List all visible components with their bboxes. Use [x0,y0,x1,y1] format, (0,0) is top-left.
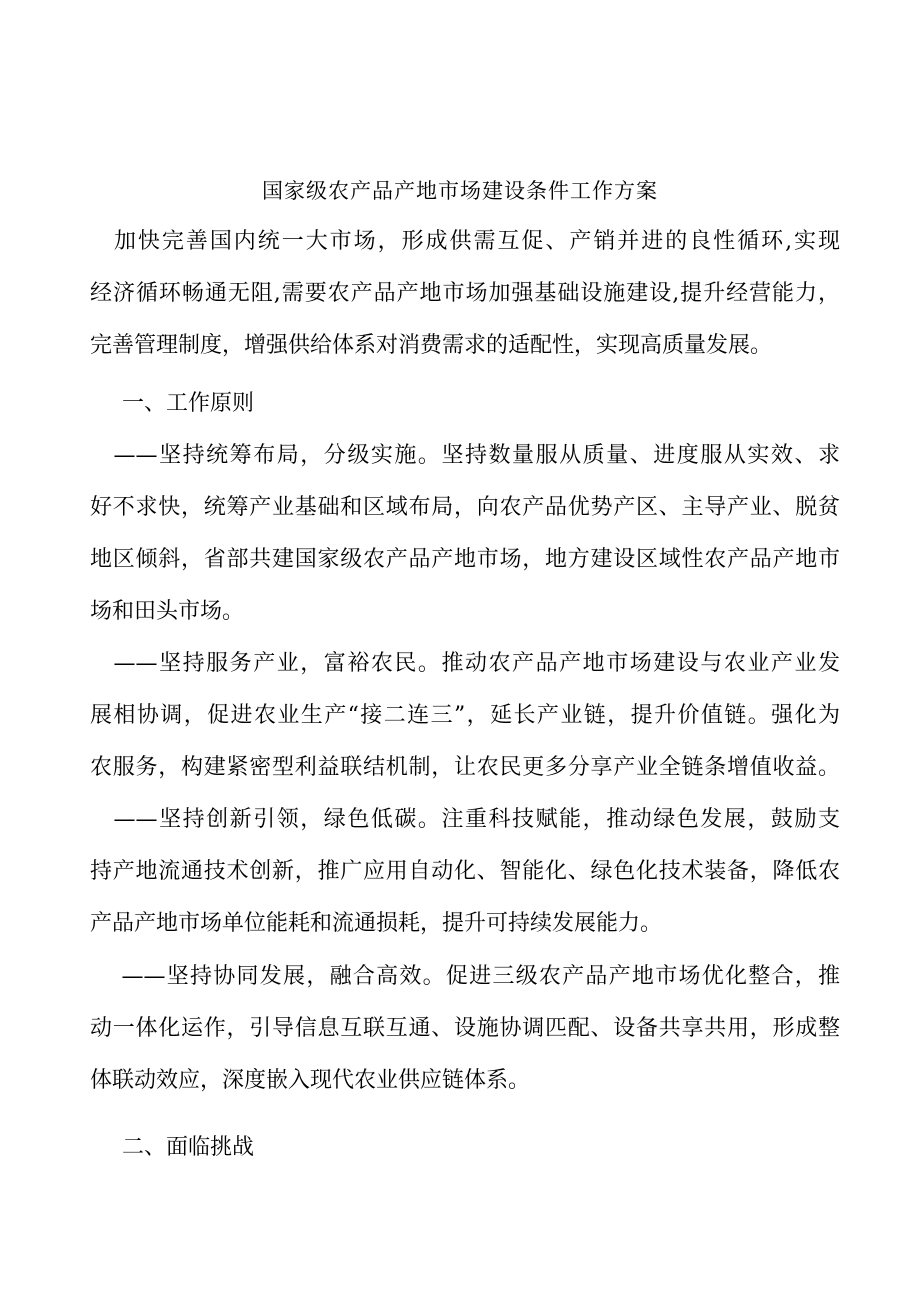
text-line: 完善管理制度，增强供给体系对消费需求的适配性，实现高质量发展。 [90,333,773,358]
text-line: ——坚持统筹布局，分级实施。坚持数量服从质量、进度服从实效、求 [90,443,840,468]
principle-paragraph-4 [90,951,840,1107]
text-line: 地区倾斜，省部共建国家级农产品产地市场，地方建设区域性农产品产地市 [90,547,840,572]
text-line: ——坚持协同发展，融合高效。促进三级农产品产地市场优化整合，推 [90,964,840,989]
text-line: 经济循环畅通无阻,需要农产品产地市场加强基础设施建设,提升经营能力， [90,281,840,306]
text-line: 农服务，构建紧密型利益联结机制，让农民更多分享产业全链条增值收益。 [90,755,840,780]
text-line: 加快完善国内统一大市场，形成供需互促、产销并进的良性循环,实现 [90,229,840,254]
intro-paragraph [90,216,840,372]
text-line: 持产地流通技术创新，推广应用自动化、智能化、绿色化技术装备，降低农 [90,859,840,884]
text-line: 好不求快，统筹产业基础和区域布局，向农产品优势产区、主导产业、脱贫 [90,495,840,520]
text-line: 产品产地市场单位能耗和流通损耗，提升可持续发展能力。 [90,911,663,936]
principle-paragraph-1 [90,430,840,638]
section-heading-principles: 一、工作原则 [122,391,255,416]
text-line: 场和田头市场。 [90,599,245,624]
text-line: ——坚持服务产业，富裕农民。推动农产品产地市场建设与农业产业发 [90,651,840,676]
text-line: 体联动效应，深度嵌入现代农业供应链体系。 [90,1068,531,1093]
principle-paragraph-2 [90,638,840,794]
principle-paragraph-3 [90,794,840,950]
text-line: 动一体化运作，引导信息互联互通、设施协调匹配、设备共享共用，形成整 [90,1016,840,1041]
text-line: ——坚持创新引领，绿色低碳。注重科技赋能，推动绿色发展，鼓励支 [90,807,840,832]
document-title: 国家级农产品产地市场建设条件工作方案 [262,179,658,203]
section-heading-challenges: 二、面临挑战 [122,1135,255,1160]
text-line: 展相协调，促进农业生产“接二连三”，延长产业链，提升价值链。强化为 [90,703,840,728]
